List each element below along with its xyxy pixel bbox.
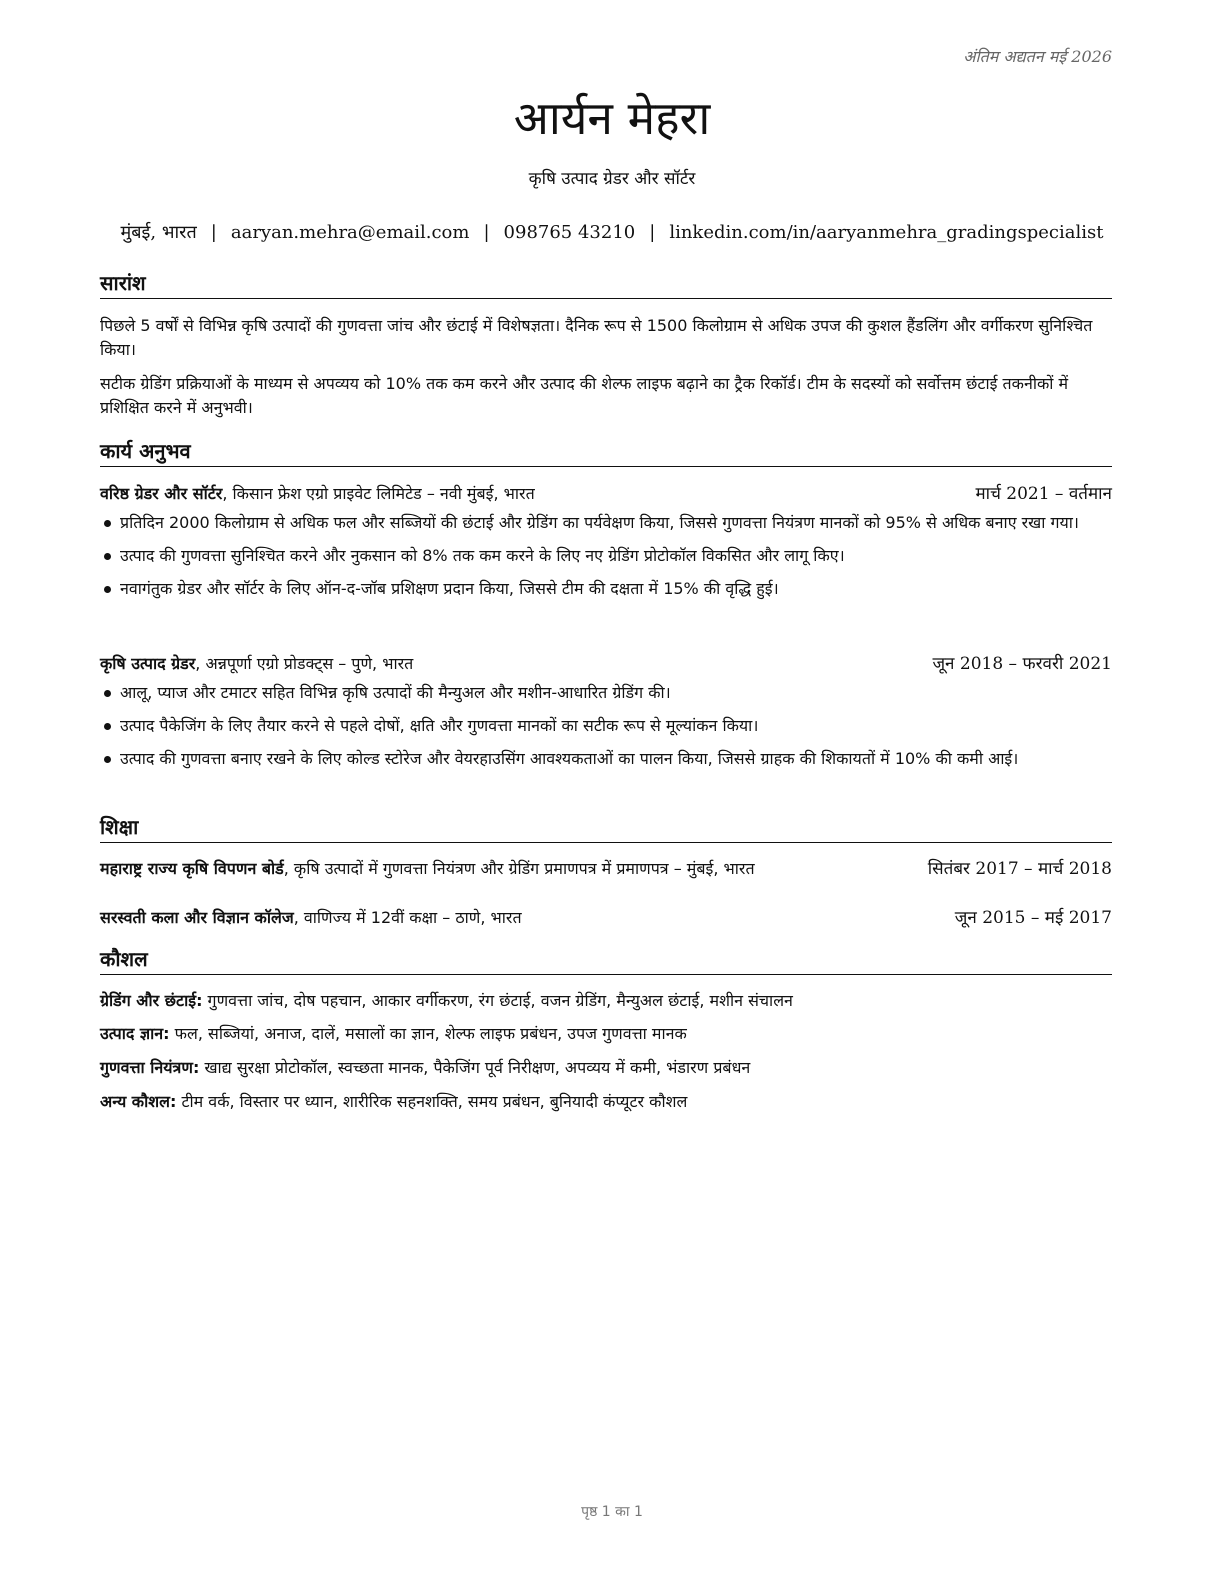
skill-label: उत्पाद ज्ञान: xyxy=(100,1024,170,1043)
job-bullet: नवागंतुक ग्रेडर और सॉर्टर के लिए ऑन-द-जॉब प्रशिक्षण प्रदान किया, जिससे टीम की दक्षता में 15% की वृद्धि हुई। xyxy=(100,577,1112,601)
summary-paragraph: सटीक ग्रेडिंग प्रक्रियाओं के माध्यम से अपव्यय को 10% तक कम करने और उत्पाद की शेल्फ लाइफ बढ़ाने का ट्रैक रिकॉर्ड। टीम के सदस्यों को सर्वोत्तम छंटाई तकनीकों में प्रशिक्षित करने में अनुभवी। xyxy=(100,374,1069,417)
contact-separator: | xyxy=(210,222,217,243)
skill-value: गुणवत्ता जांच, दोष पहचान, आकार वर्गीकरण, रंग छंटाई, वजन ग्रेडिंग, मैन्युअल छंटाई, मशीन संचालन xyxy=(202,991,793,1010)
summary-heading: सारांश xyxy=(100,270,1112,299)
job-dates: मार्च 2021 – वर्तमान xyxy=(975,484,1112,504)
job-header xyxy=(100,652,1112,676)
education-detail: , वाणिज्य में 12वीं कक्षा – ठाणे, भारत xyxy=(293,908,522,927)
contact-email[interactable]: aaryan.mehra@email.com xyxy=(230,222,470,243)
job-org: , अन्नपूर्णा एग्रो प्रोडक्ट्स – पुणे, भारत xyxy=(195,654,414,673)
education-dates: जून 2015 – मई 2017 xyxy=(954,908,1112,928)
experience-heading: कार्य अनुभव xyxy=(100,438,1112,467)
skill-value: टीम वर्क, विस्तार पर ध्यान, शारीरिक सहनशक्ति, समय प्रबंधन, बुनियादी कंप्यूटर कौशल xyxy=(176,1092,688,1111)
page-number: पृष्ठ 1 का 1 xyxy=(581,1504,643,1520)
education-institution: महाराष्ट्र राज्य कृषि विपणन बोर्ड xyxy=(100,859,284,878)
skill-label: गुणवत्ता नियंत्रण: xyxy=(100,1058,200,1077)
job-bullet: उत्पाद की गुणवत्ता बनाए रखने के लिए कोल्ड स्टोरेज और वेयरहाउसिंग आवश्यकताओं का पालन किया, जिससे ग्राहक की शिकायतों में 10% की कमी आई। xyxy=(100,747,1112,771)
summary-paragraph: पिछले 5 वर्षों से विभिन्न कृषि उत्पादों की गुणवत्ता जांच और छंटाई में विशेषज्ञता। दैनिक रूप से 1500 किलोग्राम से अधिक उपज की कुशल हैंडलिंग और वर्गीकरण सुनिश्चित किया। xyxy=(100,316,1093,359)
education-heading: शिक्षा xyxy=(100,814,1112,843)
skill-value: फल, सब्जियां, अनाज, दालें, मसालों का ज्ञान, शेल्फ लाइफ प्रबंधन, उपज गुणवत्ता मानक xyxy=(169,1024,687,1043)
job-bullet: आलू, प्याज और टमाटर सहित विभिन्न कृषि उत्पादों की मैन्युअल और मशीन-आधारित ग्रेडिंग की। xyxy=(100,681,1112,705)
job-org: , किसान फ्रेश एग्रो प्राइवेट लिमिटेड – नवी मुंबई, भारत xyxy=(222,484,535,503)
contact-phone: 098765 43210 xyxy=(503,222,636,243)
job-bullets xyxy=(100,681,1112,780)
education-entry xyxy=(100,906,1112,930)
job-role: वरिष्ठ ग्रेडर और सॉर्टर xyxy=(100,484,223,503)
skill-row xyxy=(100,1090,1112,1114)
education-entry xyxy=(100,857,1112,881)
education-institution: सरस्वती कला और विज्ञान कॉलेज xyxy=(100,908,294,927)
skill-row xyxy=(100,1056,1112,1080)
skill-value: खाद्य सुरक्षा प्रोटोकॉल, स्वच्छता मानक, पैकेजिंग पूर्व निरीक्षण, अपव्यय में कमी, भंडारण प्रबंधन xyxy=(199,1058,751,1077)
skills-heading: कौशल xyxy=(100,946,1112,975)
contact-separator: | xyxy=(483,222,490,243)
education-detail: , कृषि उत्पादों में गुणवत्ता नियंत्रण और ग्रेडिंग प्रमाणपत्र में प्रमाणपत्र – मुंबई, भारत xyxy=(283,859,755,878)
skill-label: अन्य कौशल: xyxy=(100,1092,177,1111)
education-dates: सितंबर 2017 – मार्च 2018 xyxy=(927,859,1112,879)
contact-location: मुंबई, भारत xyxy=(120,222,197,243)
skill-label: ग्रेडिंग और छंटाई: xyxy=(100,991,203,1010)
job-dates: जून 2018 – फरवरी 2021 xyxy=(932,654,1112,674)
job-bullet: उत्पाद की गुणवत्ता सुनिश्चित करने और नुकसान को 8% तक कम करने के लिए नए ग्रेडिंग प्रोटोकॉल विकसित और लागू किए। xyxy=(100,544,1112,568)
job-bullet: प्रतिदिन 2000 किलोग्राम से अधिक फल और सब्जियों की छंटाई और ग्रेडिंग का पर्यवेक्षण किया, जिससे गुणवत्ता नियंत्रण मानकों को 95% से अधिक बनाए रखा गया। xyxy=(100,511,1112,535)
candidate-title: कृषि उत्पाद ग्रेडर और सॉर्टर xyxy=(528,169,696,189)
job-bullets xyxy=(100,511,1112,610)
skill-row xyxy=(100,989,1112,1013)
contact-linkedin[interactable]: linkedin.com/in/aaryanmehra_gradingspecialist xyxy=(669,222,1104,243)
skill-row xyxy=(100,1022,1112,1046)
contact-line xyxy=(0,220,1224,244)
candidate-name: आर्यन मेहरा xyxy=(513,91,711,145)
job-bullet: उत्पाद पैकेजिंग के लिए तैयार करने से पहले दोषों, क्षति और गुणवत्ता मानकों का सटीक रूप से मूल्यांकन किया। xyxy=(100,714,1112,738)
last-updated: अंतिम अद्यतन मई 2026 xyxy=(963,47,1112,66)
contact-separator: | xyxy=(649,222,656,243)
job-role: कृषि उत्पाद ग्रेडर xyxy=(100,654,196,673)
job-header xyxy=(100,482,1112,506)
